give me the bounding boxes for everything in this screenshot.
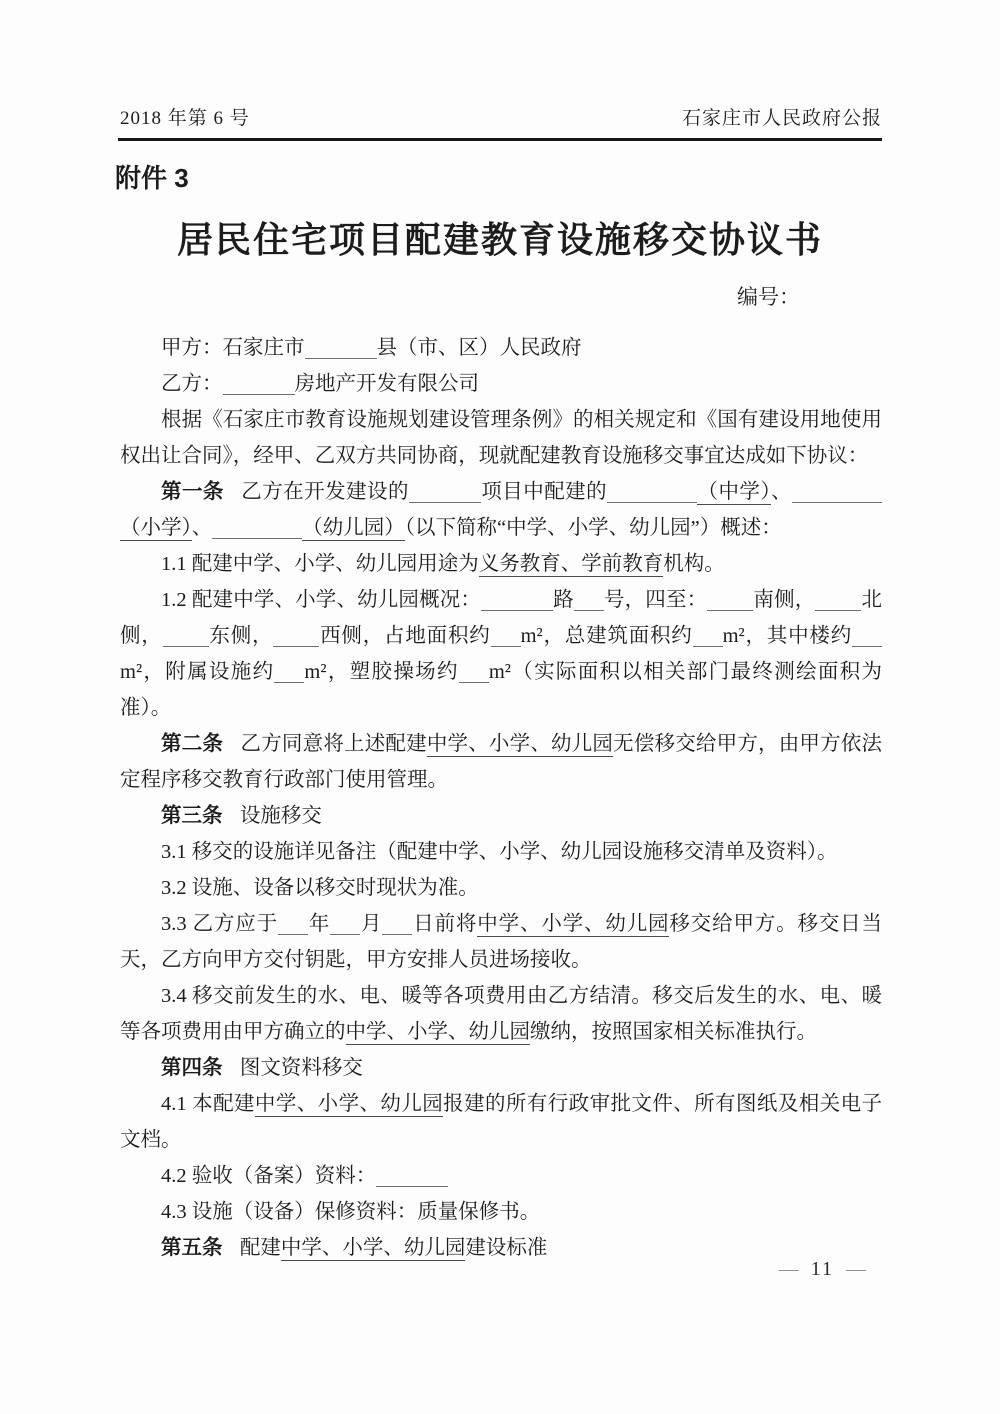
- text-segment: 南侧，: [753, 589, 816, 611]
- fill-in-blank: [163, 624, 209, 647]
- text-segment: （幼儿园）: [302, 517, 405, 539]
- fill-in-blank: [305, 336, 377, 359]
- text-segment: （小学）: [120, 517, 192, 539]
- text-segment: 、: [771, 481, 793, 503]
- text-segment: 4.2 验收（备案）资料：: [161, 1165, 377, 1187]
- text-segment: 3.1 移交的设施详见备注（配建中学、小学、幼儿园设施移交清单及资料）。: [161, 841, 838, 863]
- fill-in-blank: [382, 912, 412, 935]
- fill-in-blank: [409, 480, 481, 503]
- text-segment: 义务教育、学前教育: [478, 553, 664, 575]
- text-segment: 设施移交: [239, 805, 322, 827]
- paragraph: [120, 474, 882, 546]
- footer-dash-right: —: [846, 1258, 866, 1280]
- text-segment: 乙方在开发建设的: [241, 481, 409, 503]
- page-number: 11: [810, 1258, 834, 1280]
- fill-in-blank: [212, 516, 302, 539]
- page-header: [120, 103, 882, 130]
- text-segment: 中学、小学、幼儿园: [254, 1093, 444, 1115]
- issue-number: 2018 年第 6 号: [120, 108, 250, 129]
- paragraph: [120, 1194, 882, 1230]
- text-segment: 1.2 配建中学、小学、幼儿园概况：: [161, 589, 482, 611]
- text-segment: m²，塑胶操场约: [304, 661, 459, 683]
- text-segment: 4.1 本配建: [161, 1093, 255, 1115]
- fill-in-blank: [274, 660, 304, 683]
- fill-in-blank: [815, 588, 861, 611]
- paragraph: [120, 906, 882, 978]
- header-rule: [118, 138, 882, 141]
- text-segment: 无偿移交给甲方，由甲方依法定程序移交教育行政部门使用管理。: [120, 733, 883, 791]
- fill-in-blank: [607, 480, 697, 503]
- text-segment: （以下简称“中学、小学、幼儿园”）概述：: [404, 517, 782, 539]
- paragraph: [120, 1050, 882, 1086]
- text-segment: 号，四至：: [603, 589, 708, 611]
- serial-number-label: 编号：: [737, 285, 800, 309]
- text-segment: m²，其中楼约: [722, 625, 853, 647]
- text-segment: 中学、小学、幼儿园: [477, 913, 670, 935]
- fill-in-blank: [273, 624, 319, 647]
- paragraph: [120, 1086, 882, 1158]
- paragraph: [120, 1158, 882, 1194]
- text-segment: 配建: [239, 1237, 281, 1259]
- fill-in-blank: [852, 624, 882, 647]
- text-segment: 东侧，: [208, 625, 274, 647]
- text-segment: 移交给甲方。移交日当天，乙方向甲方交付钥匙，甲方安排人员进场接收。: [120, 913, 883, 971]
- text-segment: 图文资料移交: [239, 1057, 363, 1079]
- text-segment: m²，总建筑面积约: [520, 625, 693, 647]
- text-segment: 年: [307, 913, 331, 935]
- text-segment: 日前将: [412, 913, 478, 935]
- gazette-title: 石家庄市人民政府公报: [681, 108, 882, 129]
- text-segment: 报建的所有行政审批文件、所有图纸及相关电子文档。: [120, 1093, 883, 1151]
- text-segment: 中学、小学、幼儿园: [345, 1021, 530, 1043]
- text-segment: 缴纳，按照国家相关标准执行。: [530, 1021, 817, 1043]
- page-footer: [767, 1258, 878, 1281]
- text-segment: 房地产开发有限公司: [294, 373, 479, 395]
- attachment-label: 附件 3: [115, 163, 189, 193]
- document-title: 居民住宅项目配建教育设施移交协议书: [176, 219, 823, 260]
- fill-in-blank: [491, 624, 521, 647]
- text-segment: 3.3 乙方应于: [161, 913, 278, 935]
- text-segment: 第五条: [161, 1236, 223, 1259]
- text-segment: 第一条: [161, 480, 224, 503]
- fill-in-blank: [792, 480, 882, 503]
- fill-in-blank: [481, 588, 553, 611]
- paragraph: [120, 798, 882, 834]
- text-segment: 甲方：石家庄市: [161, 337, 305, 359]
- text-segment: 根据《石家庄市教育设施规划建设管理条例》的相关规定和《国有建设用地使用权出让合同》，经甲、乙双方共同协商，现就配建教育设施移交事宜达成如下协议：: [120, 409, 882, 467]
- text-segment: 路: [553, 589, 574, 611]
- text-segment: 县（市、区）人民政府: [376, 337, 582, 359]
- text-segment: 建设标准: [465, 1237, 548, 1259]
- paragraph: [120, 366, 882, 402]
- fill-in-blank: [223, 372, 295, 395]
- fill-in-blank: [693, 624, 723, 647]
- paragraph: [120, 582, 882, 726]
- text-segment: 中学、小学、幼儿园: [426, 733, 614, 755]
- paragraph: [120, 834, 882, 870]
- text-segment: 机构。: [663, 553, 725, 575]
- paragraph: [120, 546, 882, 582]
- text-segment: 3.2 设施、设备以移交时现状为准。: [161, 877, 479, 899]
- text-segment: 4.3 设施（设备）保修资料：质量保修书。: [161, 1201, 541, 1223]
- fill-in-blank: [574, 588, 604, 611]
- fill-in-blank: [376, 1164, 448, 1187]
- text-segment: 、: [191, 517, 213, 539]
- fill-in-blank: [459, 660, 489, 683]
- paragraph: [120, 402, 882, 474]
- paragraph: [120, 726, 882, 798]
- fill-in-blank: [707, 588, 753, 611]
- text-segment: 1.1 配建中学、小学、幼儿园用途为: [161, 553, 479, 575]
- text-segment: m²（实际面积以相关部门最终测绘面积为准）。: [120, 661, 883, 719]
- text-segment: 西侧，占地面积约: [319, 625, 491, 647]
- text-segment: 第三条: [161, 804, 223, 827]
- document-body: [120, 330, 882, 1266]
- text-segment: （中学）: [697, 481, 772, 503]
- paragraph: [120, 330, 882, 366]
- text-segment: 月: [360, 913, 383, 935]
- text-segment: 项目中配建的: [480, 481, 608, 503]
- fill-in-blank: [278, 912, 308, 935]
- text-segment: 乙方：: [161, 373, 223, 395]
- paragraph: [120, 978, 882, 1050]
- text-segment: 中学、小学、幼儿园: [280, 1237, 466, 1259]
- text-segment: 第二条: [161, 732, 224, 755]
- footer-dash-left: —: [778, 1258, 799, 1280]
- text-segment: 北侧，: [120, 589, 883, 647]
- paragraph: [120, 870, 882, 906]
- text-segment: 第四条: [161, 1056, 223, 1079]
- text-segment: m²，附属设施约: [120, 661, 275, 683]
- text-segment: 乙方同意将上述配建: [240, 733, 427, 755]
- fill-in-blank: [330, 912, 360, 935]
- text-segment: 3.4 移交前发生的水、电、暖等各项费用由乙方结清。移交后发生的水、电、暖等各项费用由甲方确立的: [120, 985, 882, 1043]
